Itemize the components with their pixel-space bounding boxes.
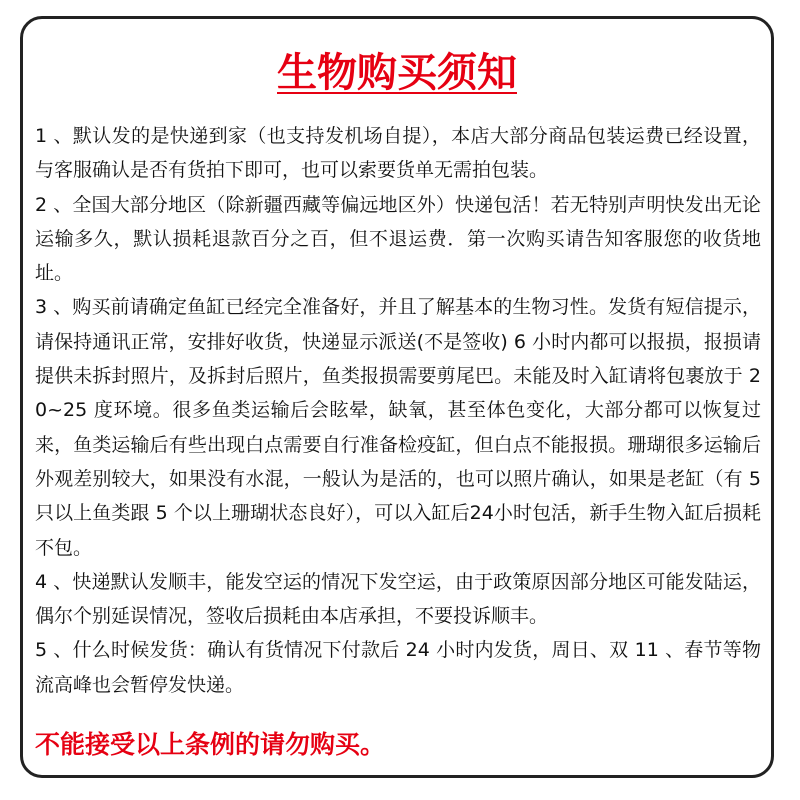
rule-item-4: 4 、快递默认发顺丰，能发空运的情况下发空运，由于政策原因部分地区可能发陆运，偶尔个别延误情况，签收后损耗由本店承担，不要投诉顺丰。 (35, 570, 761, 628)
page-title (23, 47, 771, 99)
rule-item-1: 1 、默认发的是快递到家（也支持发机场自提），本店大部分商品包装运费已经设置，与客服确认是否有货拍下即可，也可以索要货单无需拍包装。 (35, 125, 761, 182)
rule-item-3: 3 、购买前请确定鱼缸已经完全准备好，并且了解基本的生物习性。发货有短信提示，请保持通讯正常，安排好收货，快递显示派送(不是签收) 6 小时内都可以报损，报损请提供未拆封照片，及拆封后照片，鱼类报损需要剪尾巴。未能及时入缸请将包裹放于 20~25 度环境。很多鱼类运输后会眩晕，缺氧，甚至体色变化，大部分都可以恢复过来，鱼类运输后有些出现白点需要自行准备检疫缸，但白点不能报损。珊瑚很多运输后外观差别较大，如果没有水混，一般认为是活的，也可以照片确认，如果是老缸（有 5 只以上鱼类跟 5 个以上珊瑚状态良好），可以入缸后24小时包活，新手生物入缸后损耗不包。 (35, 296, 761, 559)
page-title-text: 生物购买须知 (277, 50, 517, 96)
rule-item-2: 2 、全国大部分地区（除新疆西藏等偏远地区外）快递包活！若无特别声明快发出无论运输多久，默认损耗退款百分之百，但不退运费．第一次购买请告知客服您的收货地址。 (35, 193, 761, 285)
notice-card (20, 16, 774, 778)
rule-item-5: 5 、什么时候发货：确认有货情况下付款后 24 小时内发货，周日、双 11 、春节等物流高峰也会暂停发快递。 (35, 639, 761, 696)
rules-list (35, 119, 761, 702)
footer-warning: 不能接受以上条例的请勿购买。 (35, 730, 386, 759)
